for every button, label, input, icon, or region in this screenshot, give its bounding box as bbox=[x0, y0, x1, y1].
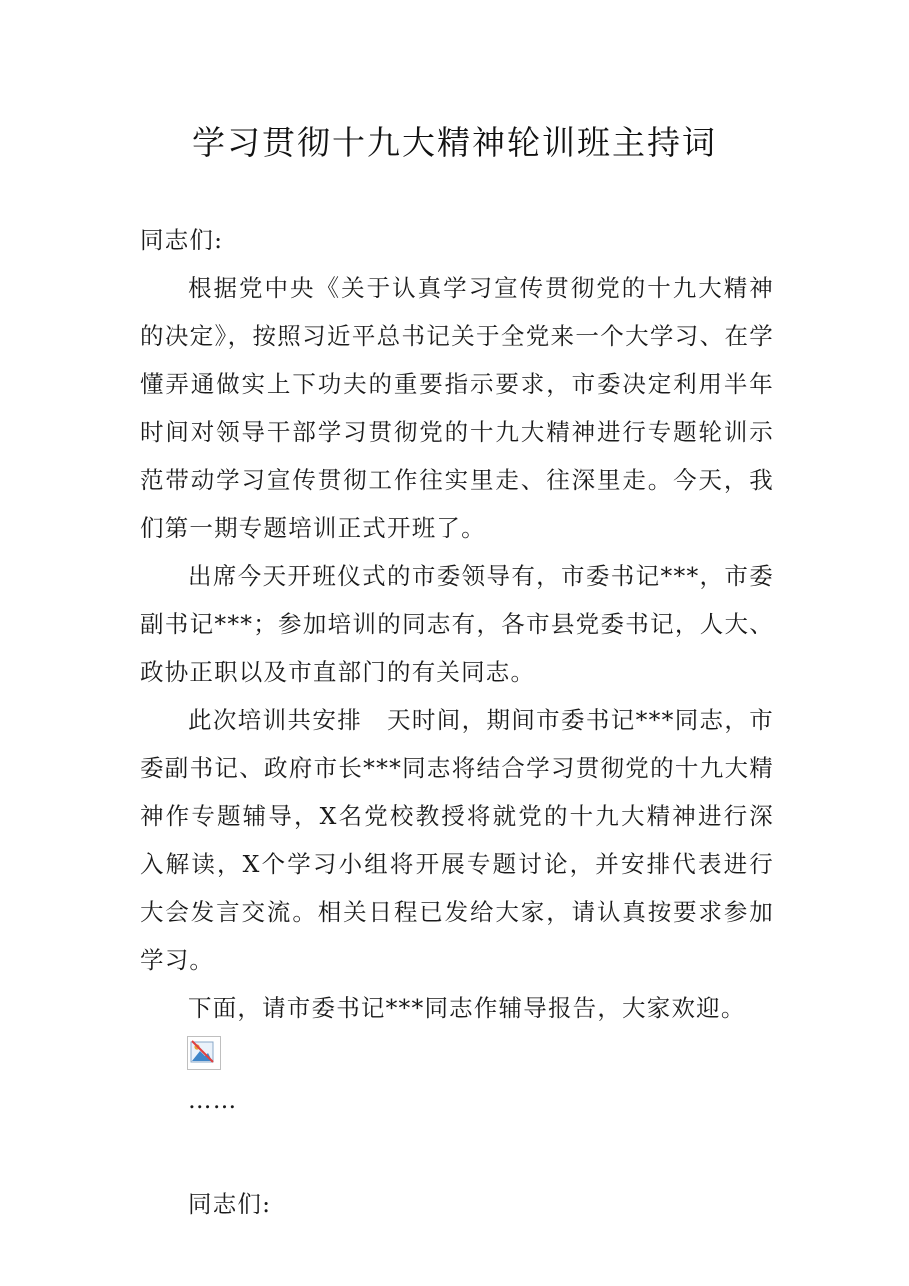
broken-image-icon bbox=[187, 1036, 221, 1070]
salutation-second: 同志们: bbox=[188, 1190, 272, 1218]
paragraph-attendees: 出席今天开班仪式的市委领导有，市委书记***，市委副书记***；参加培训的同志有，各市县党委书记，人大、政协正职以及市直部门的有关同志。 bbox=[140, 562, 774, 686]
paragraph-opening: 根据党中央《关于认真学习宣传贯彻党的十九大精神的决定》，按照习近平总书记关于全党来一个大学习、在学懂弄通做实上下功夫的重要指示要求，市委决定利用半年时间对领导干部学习贯彻党的十九大精神进行专题轮训示范带动学习宣传贯彻工作往实里走、往深里走。今天，我们第一期专题培训正式开班了。 bbox=[140, 274, 774, 542]
document-body bbox=[140, 216, 774, 1228]
paragraph-schedule: 此次培训共安排 天时间，期间市委书记***同志，市委副书记、政府市长***同志将结合学习贯彻党的十九大精神作专题辅导，X名党校教授将就党的十九大精神进行深入解读，X个学习小组将开展专题讨论，并安排代表进行大会发言交流。相关日程已发给大家，请认真按要求参加学习。 bbox=[140, 706, 774, 974]
salutation: 同志们: bbox=[140, 226, 224, 254]
document-title: 学习贯彻十九大精神轮训班主持词 bbox=[192, 123, 717, 162]
ellipsis-text: …… bbox=[188, 1086, 238, 1114]
paragraph-invitation: 下面，请市委书记***同志作辅导报告，大家欢迎。 bbox=[188, 994, 746, 1022]
